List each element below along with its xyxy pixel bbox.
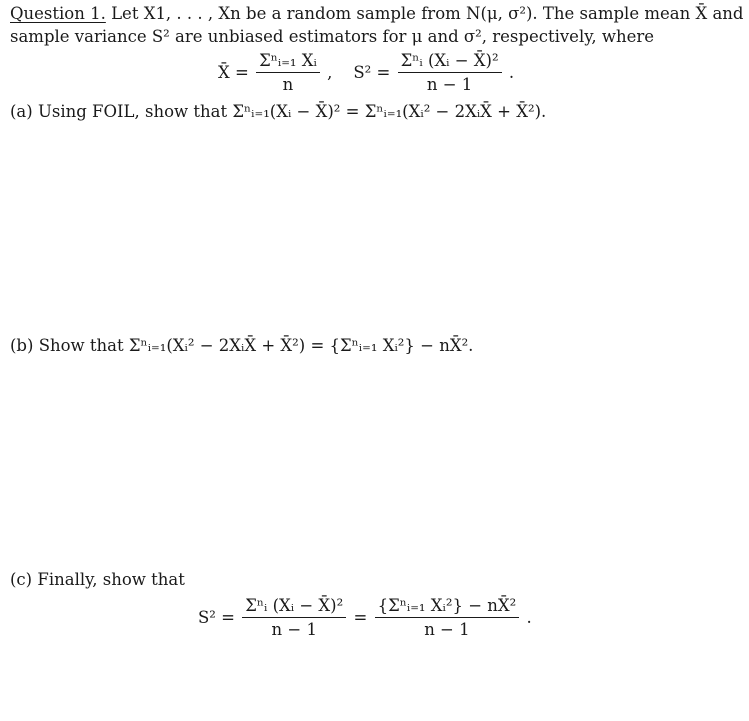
definitions-end: . bbox=[508, 62, 515, 82]
s2-numerator: Σⁿᵢ (Xᵢ − X̄)² bbox=[398, 52, 502, 73]
part-b bbox=[10, 338, 473, 355]
final-fraction-2 bbox=[375, 597, 520, 640]
question-heading: Question 1. bbox=[10, 4, 106, 23]
definitions-separator: , bbox=[327, 62, 333, 82]
question-intro-text-1: Let X1, . . . , Xn be a random sample from N(μ, σ²). The sample mean X̄ and bbox=[111, 4, 744, 23]
part-a-label: (a) bbox=[10, 102, 33, 121]
xbar-numerator: Σⁿᵢ₌₁ Xᵢ bbox=[256, 52, 320, 73]
xbar-denominator: n bbox=[282, 74, 294, 94]
part-c bbox=[10, 572, 185, 589]
part-c-label: (c) bbox=[10, 570, 33, 589]
final-lhs: S² = bbox=[198, 607, 235, 627]
part-b-label: (b) bbox=[10, 336, 34, 355]
question-intro-line-1 bbox=[10, 6, 743, 23]
question-intro-line-2: sample variance S² are unbiased estimators for μ and σ², respectively, where bbox=[10, 27, 655, 46]
part-a bbox=[10, 104, 546, 121]
final-fraction-2-denominator: n − 1 bbox=[424, 619, 470, 639]
final-fraction-1-denominator: n − 1 bbox=[271, 619, 317, 639]
part-b-text: Show that Σⁿᵢ₌₁(Xᵢ² − 2XᵢX̄ + X̄²) = {Σⁿᵢ₌₁ Xᵢ²} − nX̄². bbox=[38, 336, 474, 355]
final-end: . bbox=[526, 607, 532, 627]
final-fraction-1-numerator: Σⁿᵢ (Xᵢ − X̄)² bbox=[242, 597, 346, 618]
s2-lhs: S² = bbox=[353, 62, 391, 82]
xbar-lhs: X̄ = bbox=[218, 62, 249, 82]
xbar-fraction bbox=[256, 52, 320, 95]
part-a-text: Using FOIL, show that Σⁿᵢ₌₁(Xᵢ − X̄)² = Σⁿᵢ₌₁(Xᵢ² − 2XᵢX̄ + X̄²). bbox=[37, 102, 547, 121]
final-fraction-1 bbox=[242, 597, 346, 640]
s2-denominator: n − 1 bbox=[426, 74, 473, 94]
part-c-text: Finally, show that bbox=[37, 570, 185, 589]
definitions-equation bbox=[218, 52, 514, 95]
s2-fraction bbox=[398, 52, 502, 95]
final-fraction-2-numerator: {Σⁿᵢ₌₁ Xᵢ²} − nX̄² bbox=[375, 597, 520, 618]
final-equation bbox=[198, 597, 532, 640]
final-equals: = bbox=[353, 607, 368, 627]
